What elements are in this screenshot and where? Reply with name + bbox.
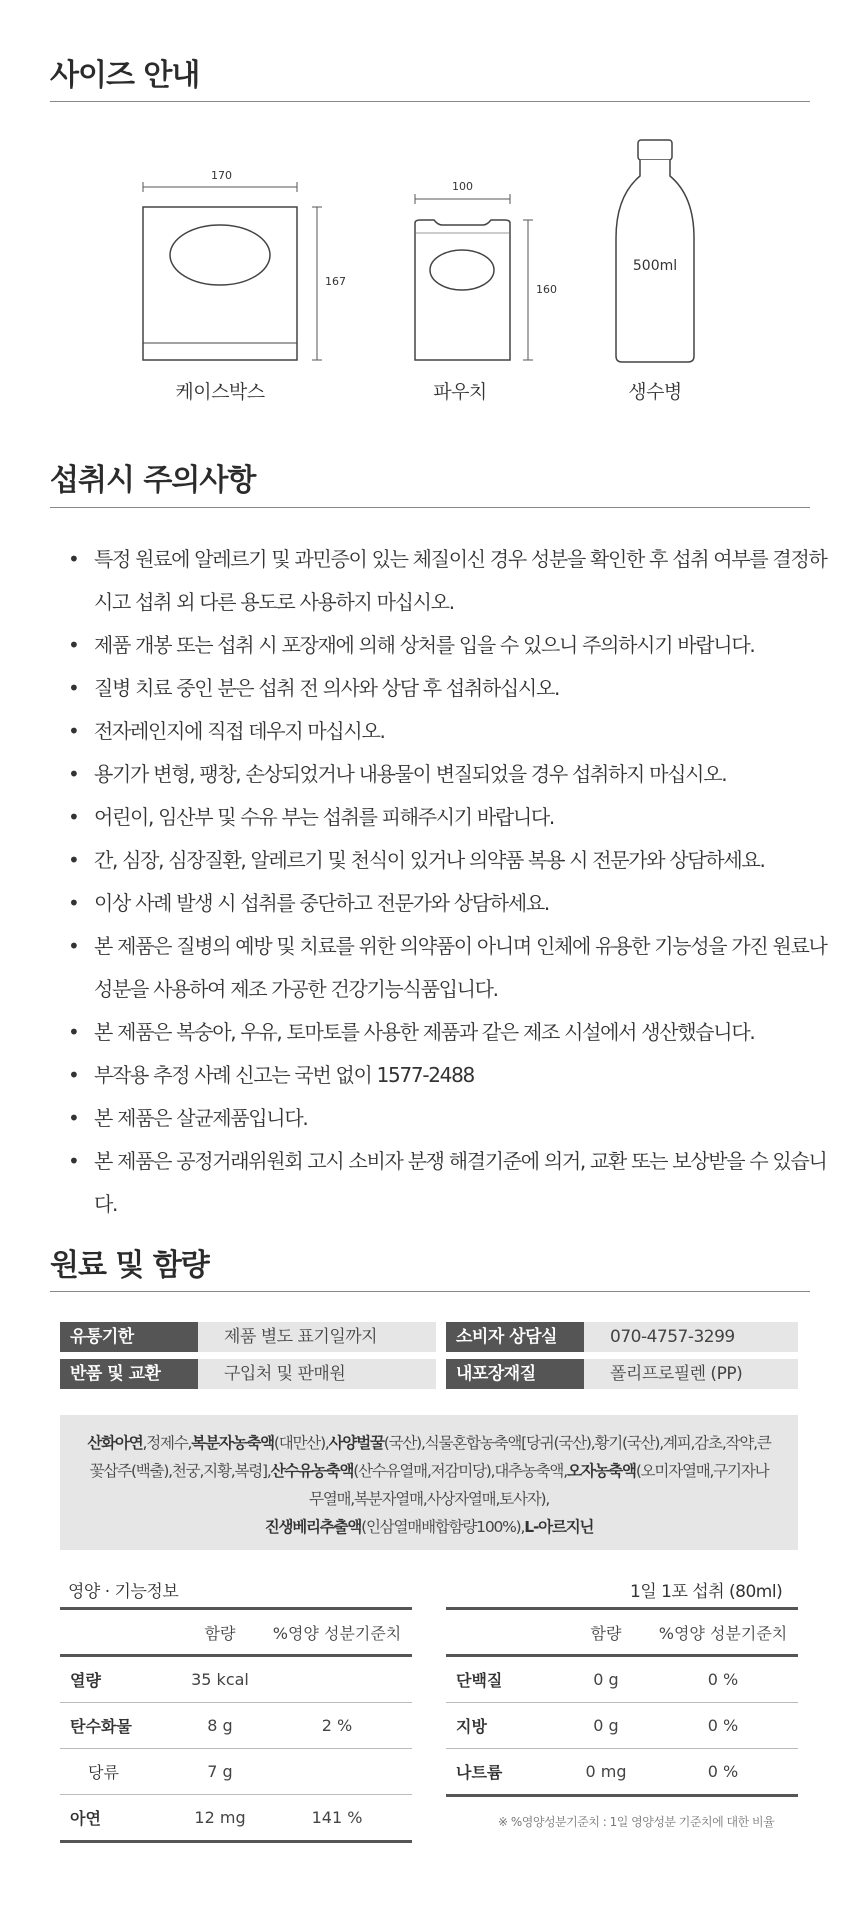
col-dv-header: %영양 성분기준치 — [262, 1609, 412, 1656]
table-row — [60, 1703, 412, 1749]
nutrient-name: 탄수화물 — [60, 1703, 178, 1749]
caution-item: • 본 제품은 살균제품입니다. — [68, 1097, 828, 1140]
nutrient-name: 당류 — [60, 1749, 178, 1795]
nutrition-table-right — [446, 1607, 798, 1797]
info-value: 070-4757-3299 — [584, 1322, 798, 1352]
caution-item: • 질병 치료 중인 분은 섭취 전 의사와 상담 후 섭취하십시오. — [68, 667, 828, 710]
pouch-height: 160 — [536, 283, 557, 296]
caution-item: • 본 제품은 복숭아, 우유, 토마토를 사용한 제품과 같은 제조 시설에서 생산했습니다. — [68, 1011, 828, 1054]
nutrient-dv: 0 % — [648, 1749, 798, 1796]
nutrient-dv: 2 % — [262, 1703, 412, 1749]
ingredient-text: (인삼열매배합함량100%), — [361, 1518, 525, 1536]
ingredient-text: (오미자열매,구기자나무열매,복분자열매,사상자열매,토사자), — [308, 1462, 769, 1508]
nutrient-name: 나트륨 — [446, 1749, 564, 1796]
table-row — [60, 1656, 412, 1703]
ingredient-text: (대만산), — [273, 1434, 329, 1452]
info-expiry — [60, 1322, 436, 1352]
ingredient-text: (산수유열매,저감미당),대추농축액, — [353, 1462, 567, 1480]
caution-item: • 본 제품은 질병의 예방 및 치료를 위한 의약품이 아니며 인체에 유용한 기능성을 가진 원료나 성분을 사용하여 제조 가공한 건강기능식품입니다. — [68, 925, 828, 1011]
info-value: 폴리프로필렌 (PP) — [584, 1359, 798, 1389]
pouch-diagram — [410, 175, 557, 375]
nutrient-dv — [262, 1749, 412, 1795]
ingredient-name: 오자농축액 — [566, 1462, 636, 1480]
ingredient-name: 산화아연 — [87, 1434, 143, 1452]
info-value: 제품 별도 표기일까지 — [198, 1322, 436, 1352]
case-box-label: 케이스박스 — [175, 381, 265, 403]
info-key: 내포장재질 — [446, 1359, 584, 1389]
caution-item: • 간, 심장, 심장질환, 알레르기 및 천식이 있거나 의약품 복용 시 전문가와 상담하세요. — [68, 839, 828, 882]
nutrient-amount: 12 mg — [178, 1795, 262, 1842]
nutrient-amount: 35 kcal — [178, 1656, 262, 1703]
nutrient-amount: 0 g — [564, 1656, 648, 1703]
caution-item: • 본 제품은 공정거래위원회 고시 소비자 분쟁 해결기준에 의거, 교환 또는 보상받을 수 있습니다. — [68, 1140, 828, 1226]
nutrient-amount: 8 g — [178, 1703, 262, 1749]
info-consumer-center — [446, 1322, 798, 1352]
table-row — [60, 1749, 412, 1795]
bottle-volume: 500ml — [632, 258, 678, 274]
caution-item: • 전자레인지에 직접 데우지 마십시오. — [68, 710, 828, 753]
nutrient-dv — [262, 1656, 412, 1703]
info-packaging — [446, 1359, 798, 1389]
caution-list — [68, 538, 828, 1226]
ingredient-name: 산수유농축액 — [270, 1462, 354, 1480]
nutrient-name: 아연 — [60, 1795, 178, 1842]
water-bottle-label: 생수병 — [628, 381, 682, 403]
info-value: 구입처 및 판매원 — [198, 1359, 436, 1389]
size-section-title: 사이즈 안내 — [50, 58, 200, 93]
nutrient-dv: 141 % — [262, 1795, 412, 1842]
col-amount-header: 함량 — [178, 1609, 262, 1656]
info-key: 소비자 상담실 — [446, 1322, 584, 1352]
caution-section-title: 섭취시 주의사항 — [50, 463, 256, 498]
section-divider — [50, 1291, 810, 1292]
nutrient-amount: 0 g — [564, 1703, 648, 1749]
ingredient-section-title: 원료 및 함량 — [50, 1248, 209, 1283]
nutrition-table-left — [60, 1607, 412, 1843]
ingredient-name: 진생베리추출액 — [264, 1518, 362, 1536]
nutrient-dv: 0 % — [648, 1656, 798, 1703]
section-divider — [50, 101, 810, 102]
serving-size: 1일 1포 섭취 (80ml) — [630, 1582, 783, 1602]
caution-item: • 제품 개봉 또는 섭취 시 포장재에 의해 상처를 입을 수 있으니 주의하시기 바랍니다. — [68, 624, 828, 667]
section-divider — [50, 507, 810, 508]
case-box-height: 167 — [325, 275, 346, 288]
table-row — [446, 1656, 798, 1703]
nutrition-label: 영양 · 기능정보 — [68, 1582, 179, 1602]
caution-item: • 어린이, 임산부 및 수유 부는 섭취를 피해주시기 바랍니다. — [68, 796, 828, 839]
case-box-width: 170 — [211, 169, 232, 182]
ingredient-text: (국산),식물혼합농축액[당귀(국산),황기(국산),계피,감초,작약,큰꽃삽주(백출),천궁,지황,복령], — [89, 1434, 771, 1480]
ingredient-text: ,정제수, — [142, 1434, 192, 1452]
info-key: 유통기한 — [60, 1322, 198, 1352]
table-row — [446, 1749, 798, 1796]
nutrient-name: 단백질 — [446, 1656, 564, 1703]
dv-footnote: ※ %영양성분기준치 : 1일 영양성분 기준치에 대한 비율 — [498, 1815, 775, 1829]
nutrient-amount: 7 g — [178, 1749, 262, 1795]
caution-item: • 특정 원료에 알레르기 및 과민증이 있는 체질이신 경우 성분을 확인한 후 섭취 여부를 결정하시고 섭취 외 다른 용도로 사용하지 마십시오. — [68, 538, 828, 624]
ingredient-name: 복분자농축액 — [191, 1434, 274, 1452]
col-dv-header: %영양 성분기준치 — [648, 1609, 798, 1656]
info-key: 반품 및 교환 — [60, 1359, 198, 1389]
nutrient-dv: 0 % — [648, 1703, 798, 1749]
col-amount-header: 함량 — [564, 1609, 648, 1656]
caution-item: • 용기가 변형, 팽창, 손상되었거나 내용물이 변질되었을 경우 섭취하지 마십시오. — [68, 753, 828, 796]
table-row — [446, 1703, 798, 1749]
nutrient-amount: 0 mg — [564, 1749, 648, 1796]
ingredient-name: 사양벌꿀 — [328, 1434, 384, 1452]
nutrient-name: 지방 — [446, 1703, 564, 1749]
caution-item: • 이상 사례 발생 시 섭취를 중단하고 전문가와 상담하세요. — [68, 882, 828, 925]
ingredients-box — [60, 1415, 798, 1550]
table-row — [60, 1795, 412, 1842]
caution-item: • 부작용 추정 사례 신고는 국번 없이 1577-2488 — [68, 1054, 828, 1097]
nutrient-name: 열량 — [60, 1656, 178, 1703]
pouch-label: 파우치 — [433, 381, 487, 403]
ingredient-name: L-아르지닌 — [524, 1518, 594, 1536]
case-box-diagram — [135, 165, 345, 375]
pouch-width: 100 — [452, 180, 473, 193]
info-return — [60, 1359, 436, 1389]
water-bottle-diagram — [610, 138, 700, 368]
